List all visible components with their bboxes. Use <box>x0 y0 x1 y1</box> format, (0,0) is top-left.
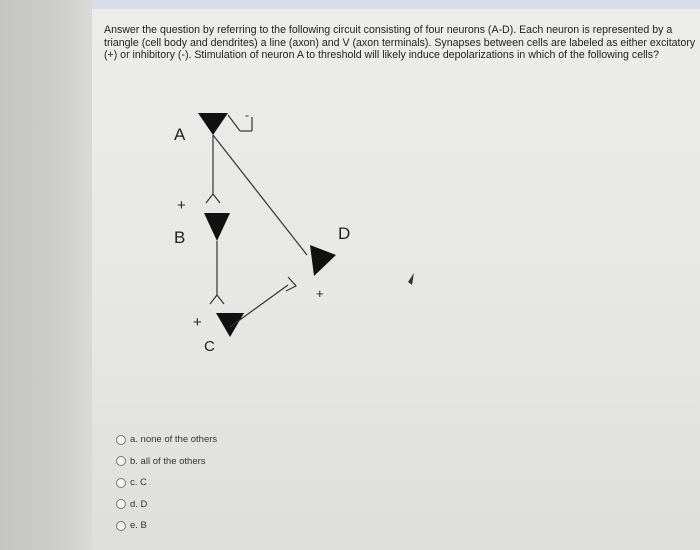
neuron-b-terminal <box>210 295 224 304</box>
neuron-b-cell-body <box>204 213 230 241</box>
option-label: b. all of the others <box>130 455 206 467</box>
top-bar <box>92 0 700 9</box>
radio-icon[interactable] <box>116 435 126 445</box>
radio-icon[interactable] <box>116 499 126 509</box>
option-label: a. none of the others <box>130 434 218 446</box>
option-label: d. D <box>130 498 148 510</box>
neuron-circuit-diagram <box>92 95 432 375</box>
mouse-cursor-icon <box>408 273 414 285</box>
neuron-c-cell-body <box>216 313 244 337</box>
option-label: c. C <box>130 477 147 489</box>
synapse-c-d-sign: + <box>316 286 324 301</box>
left-margin <box>0 0 92 550</box>
synapse-a-b-sign: + <box>177 197 186 214</box>
synapse-d-a-sign: - <box>245 108 249 122</box>
neuron-d-cell-body <box>310 245 336 276</box>
neuron-a-to-d-axon <box>213 135 307 255</box>
option-label: e. B <box>130 520 147 532</box>
radio-icon[interactable] <box>116 456 126 466</box>
neuron-c-axon <box>230 285 288 327</box>
option-c[interactable] <box>116 472 217 494</box>
neuron-d-label: D <box>338 224 351 243</box>
synapse-b-c-sign: + <box>193 314 202 331</box>
answer-options <box>116 429 217 537</box>
option-d[interactable] <box>116 494 217 516</box>
option-b[interactable] <box>116 451 217 473</box>
neuron-a-stub <box>228 115 240 131</box>
neuron-c-terminal <box>286 277 296 291</box>
option-e[interactable] <box>116 515 217 537</box>
radio-icon[interactable] <box>116 521 126 531</box>
question-text: Answer the question by referring to the following circuit consisting of four neurons (A-D). Each neuron is represented by a triangle (cell body and dendrites) a line (axon) and V (axon terminals). Synapses between cells are labeled as either excitatory (+) or inhibitory (-). Stimulation of neuron A to threshold will likely induce depolarizations in which of the following cells? <box>104 24 696 62</box>
neuron-c-label: C <box>204 338 215 355</box>
neuron-a-terminal <box>206 194 220 203</box>
radio-icon[interactable] <box>116 478 126 488</box>
neuron-a-cell-body <box>198 113 228 135</box>
neuron-a-label: A <box>174 125 186 144</box>
option-a[interactable] <box>116 429 217 451</box>
neuron-b-label: B <box>174 228 186 247</box>
